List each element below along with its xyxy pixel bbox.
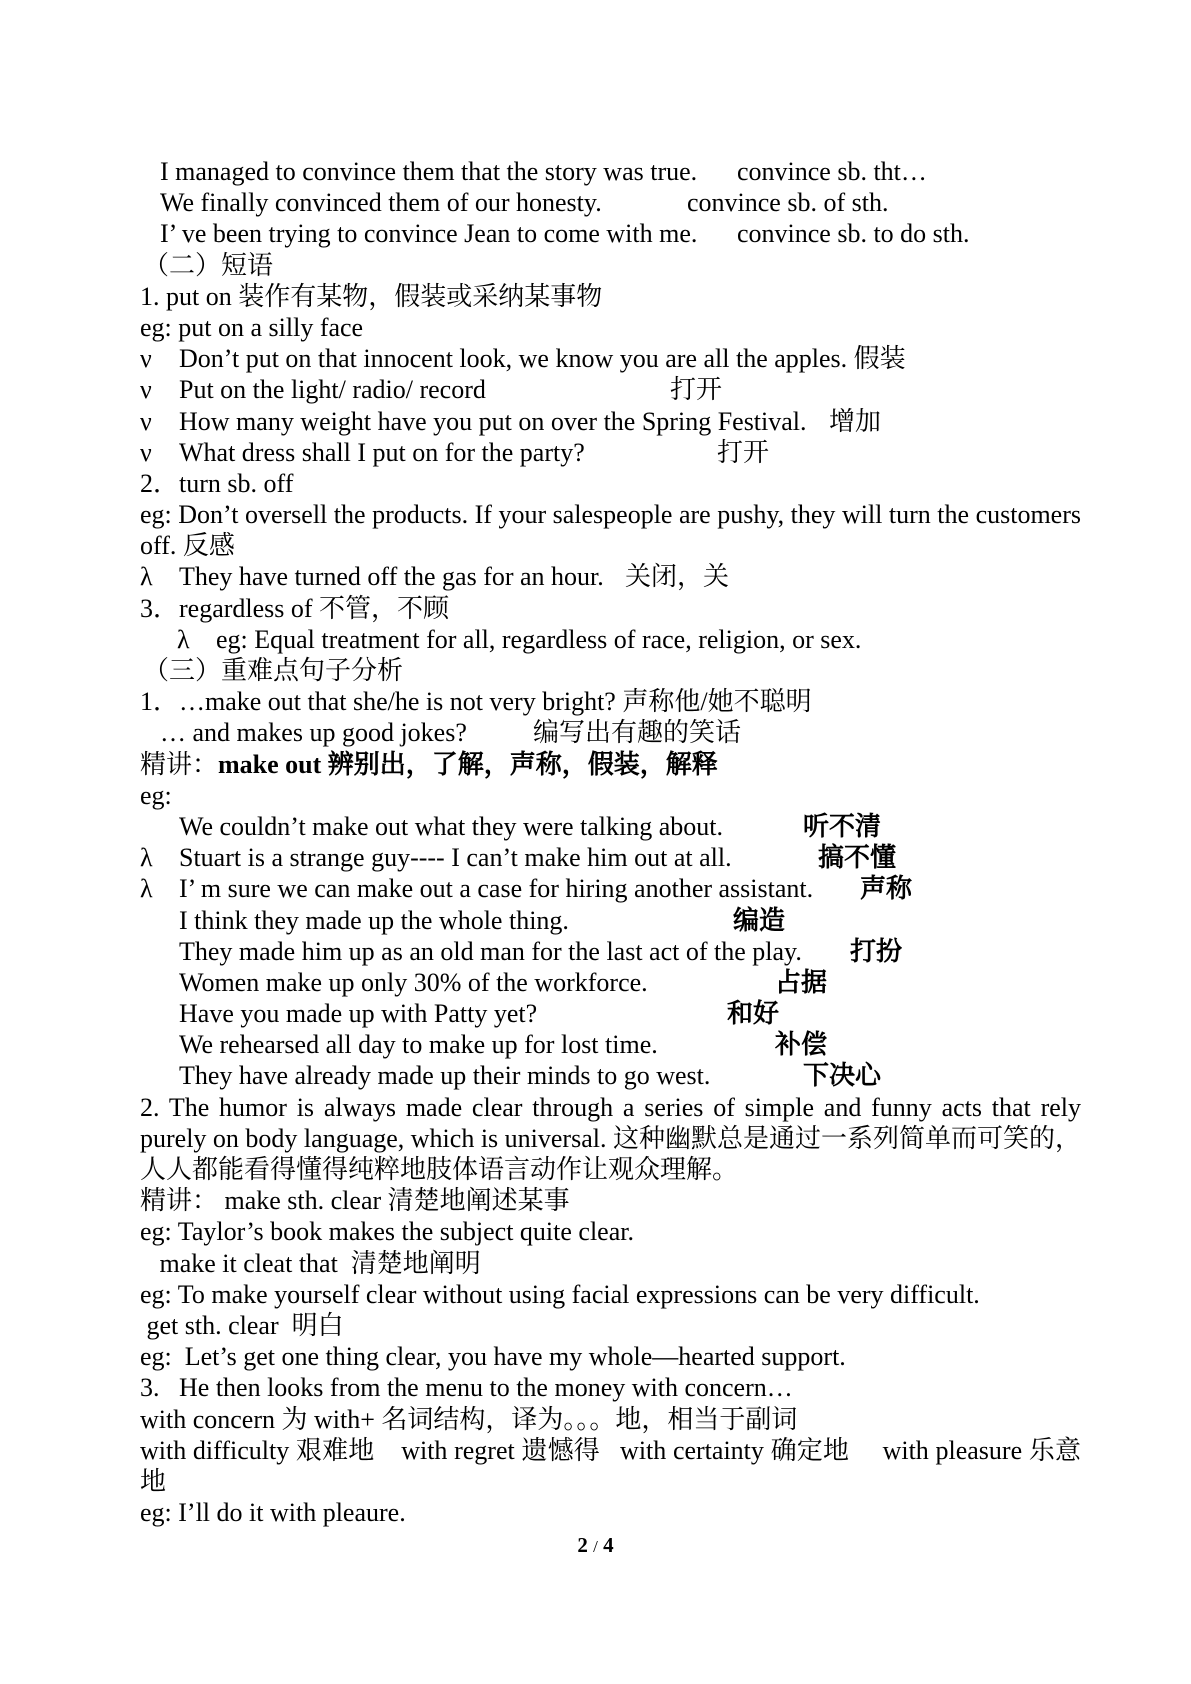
example-paragraph: eg: Don’t oversell the products. If your salespeople are pushy, they will turn the customers off. 反感 [140,500,1081,561]
bullet-marker: ν [140,344,152,374]
bullet-marker: λ [140,562,153,592]
gloss: 下决心 [803,1061,882,1091]
bullet-marker: ν [140,437,152,467]
analysis-item-1: 1．…make out that she/he is not very bright? 声称他/她不聪明 [140,687,812,717]
convince-example-2 [151,187,1081,218]
explanation-line: 精讲： make sth. clear 清楚地阐述某事 [140,1186,570,1216]
gloss: 听不清 [803,811,882,841]
phrase-item-regardless: 3．regardless of 不管，不顾 [140,593,450,623]
gloss: 声称 [860,874,913,904]
gloss: 和好 [727,999,780,1029]
example-row: They made him up as an old man for the last act of the play. 打扮 [179,936,903,966]
section-heading-sentences: （三）重难点句子分析 [143,656,404,686]
gloss: 编写出有趣的笑话 [533,718,742,748]
gloss: 打开 [670,375,723,405]
explanation-line: with concern 为 with+ 名词结构，译为。。。地，相当于副词 [140,1404,798,1434]
current-page: 2 [577,1533,588,1557]
convince-example-1 [151,156,1081,187]
example-row: They have already made up their minds to go west. 下决心 [179,1061,882,1091]
bullet-marker: ν [140,406,152,436]
sentence: I’ ve been trying to convince Jean to come with me. [160,219,698,249]
example-line: eg: put on a silly face [140,312,364,342]
bullet-item: ν What dress shall I put on for the party? 打开 [140,437,770,467]
gloss: 编造 [733,905,786,935]
eg-label: eg: [140,780,172,810]
bullet-item: ν How many weight have you put on over the Spring Festival. 增加 [140,406,882,436]
example-line: eg: I’ll do it with pleaure. [140,1498,406,1528]
bullet-marker: ν [140,375,152,405]
convince-example-3 [151,218,1081,249]
bullet-item: ν Don’t put on that innocent look, we know you are all the apples. 假装 [140,344,906,374]
phrase-item-put-on: 1. put on 装作有某物，假装或采纳某事物 [140,281,603,311]
bullet-item: ν Put on the light/ radio/ record 打开 [140,375,723,405]
example-row: Have you made up with Patty yet? 和好 [179,999,780,1029]
analysis-item-2: 2. The humor is always made clear through a series of simple and funny acts that rely purely on body language, which is universal. 这种幽默总是通过一系列简单而可笑的，人人都能看得懂得纯粹地肢体语言动作让观众理解。 [140,1092,1081,1185]
gloss: 增加 [829,406,882,436]
gloss: 占据 [775,967,828,997]
explanation-line: 精讲：make out 辨别出，了解，声称，假装，解释 [140,749,718,779]
gloss: 搞不懂 [818,843,897,873]
phrase-item-turn-off: 2．turn sb. off [140,468,294,498]
section-heading-phrases: （二）短语 [143,250,274,280]
example-line: eg: Let’s get one thing clear, you have my whole—hearted support. [140,1342,846,1372]
gloss: 打开 [717,437,770,467]
pattern-note: convince sb. tht… [737,157,927,186]
page-number [0,1533,1191,1558]
document-page [140,156,1081,1528]
example-row: Women make up only 30% of the workforce. 占据 [179,967,828,997]
sentence: We finally convinced them of our honesty. [160,188,602,218]
analysis-item-3: 3. He then looks from the menu to the money with concern… [140,1373,793,1403]
pattern-note: convince sb. of sth. [687,188,889,218]
phrase-line: get sth. clear 明白 [140,1311,344,1341]
example-row: λ I’ m sure we can make out a case for hiring another assistant. 声称 [140,874,913,904]
bullet-marker: λ [177,624,190,654]
page-separator: / [593,1537,598,1556]
gloss: 补偿 [775,1030,828,1060]
analysis-item-1-cont: … and makes up good jokes? 编写出有趣的笑话 [160,718,742,748]
gloss: 关闭，关 [625,562,730,592]
total-pages: 4 [603,1533,614,1557]
gloss: 打扮 [850,936,903,966]
bullet-item: λ They have turned off the gas for an hour. 关闭，关 [140,562,730,592]
bullet-text: eg: Equal treatment for all, regardless of race, religion, or sex. [216,624,862,654]
example-line: eg: Taylor’s book makes the subject quite clear. [140,1217,634,1247]
example-row: λ Stuart is a strange guy---- I can’t make him out at all. 搞不懂 [140,843,897,873]
example-row: We rehearsed all day to make up for lost time. 补偿 [179,1030,828,1060]
sentence: I managed to convince them that the story was true. [160,157,698,186]
with-phrases-list: with difficulty 艰难地 with regret 遗憾得 with certainty 确定地 with pleasure 乐意地 [140,1435,1081,1496]
example-row: I think they made up the whole thing. 编造 [179,905,786,935]
pattern-note: convince sb. to do sth. [737,219,970,249]
example-line: eg: To make yourself clear without using facial expressions can be very difficult. [140,1279,980,1309]
example-row: We couldn’t make out what they were talking about. 听不清 [179,811,882,841]
bullet-marker: λ [140,843,153,873]
phrase-line: make it cleat that 清楚地阐明 [140,1248,481,1278]
bullet-marker: λ [140,874,153,904]
